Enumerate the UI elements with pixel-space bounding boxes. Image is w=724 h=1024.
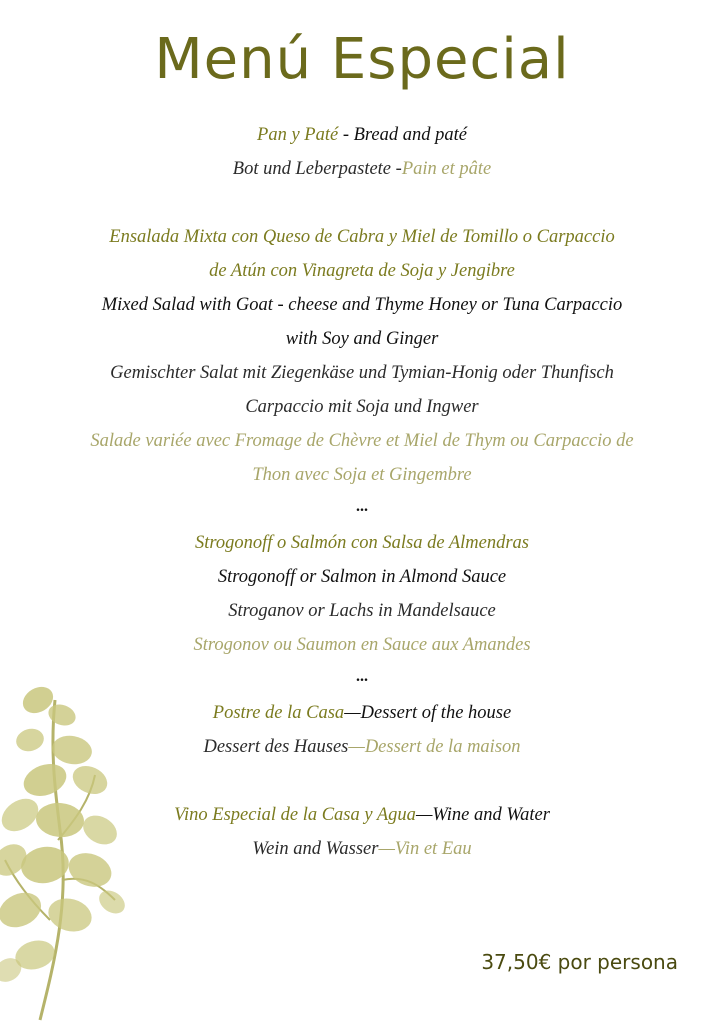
bread-fr: Pain et pâte [401,159,492,179]
separator: ... [356,668,368,685]
wine-de: Wein and Wasser [252,839,379,859]
eucalyptus-branch-icon [0,680,130,1024]
bread-line-1 [20,118,704,152]
salad-de-1: Gemischter Salat mit Ziegenkäse und Tymian-Honig oder Thunfisch [110,363,614,383]
dessert-en: —Dessert of the house [344,703,512,723]
bread-de: Bot und Leberpastete - [232,159,402,179]
salad-fr-2: Thon avec Soja et Gingembre [252,465,472,485]
salad-de-2: Carpaccio mit Soja und Ingwer [245,397,479,417]
wine-es: Vino Especial de la Casa y Agua [174,805,416,825]
dessert-es: Postre de la Casa [212,703,345,723]
wine-en: —Wine and Water [415,805,550,825]
main-de: Stroganov or Lachs in Mandelsauce [228,601,496,621]
salad-en-2: with Soy and Ginger [285,329,439,349]
salad-en-1: Mixed Salad with Goat - cheese and Thyme Honey or Tuna Carpaccio [101,295,623,315]
main-es: Strogonoff o Salmón con Salsa de Almendras [194,533,530,553]
bread-en: - Bread and paté [338,125,467,145]
menu-title: Menú Especial [154,27,570,92]
dessert-de: Dessert des Hauses [203,737,349,757]
salad-es-2: de Atún con Vinagreta de Soja y Jengibre [209,261,515,281]
bread-es: Pan y Paté [257,125,339,145]
separator: ... [356,498,368,515]
spacer [20,186,704,220]
wine-fr: —Vin et Eau [378,839,472,859]
main-en: Strogonoff or Salmon in Almond Sauce [217,567,507,587]
bread-line-2 [20,152,704,186]
salad-es-1: Ensalada Mixta con Queso de Cabra y Miel de Tomillo o Carpaccio [109,227,615,247]
dessert-fr: —Dessert de la maison [348,737,521,757]
salad-fr-1: Salade variée avec Fromage de Chèvre et Miel de Thym ou Carpaccio de [90,431,634,451]
price-per-person: 37,50€ por persona [481,950,678,974]
main-fr: Strogonov ou Saumon en Sauce aux Amandes [193,635,531,655]
